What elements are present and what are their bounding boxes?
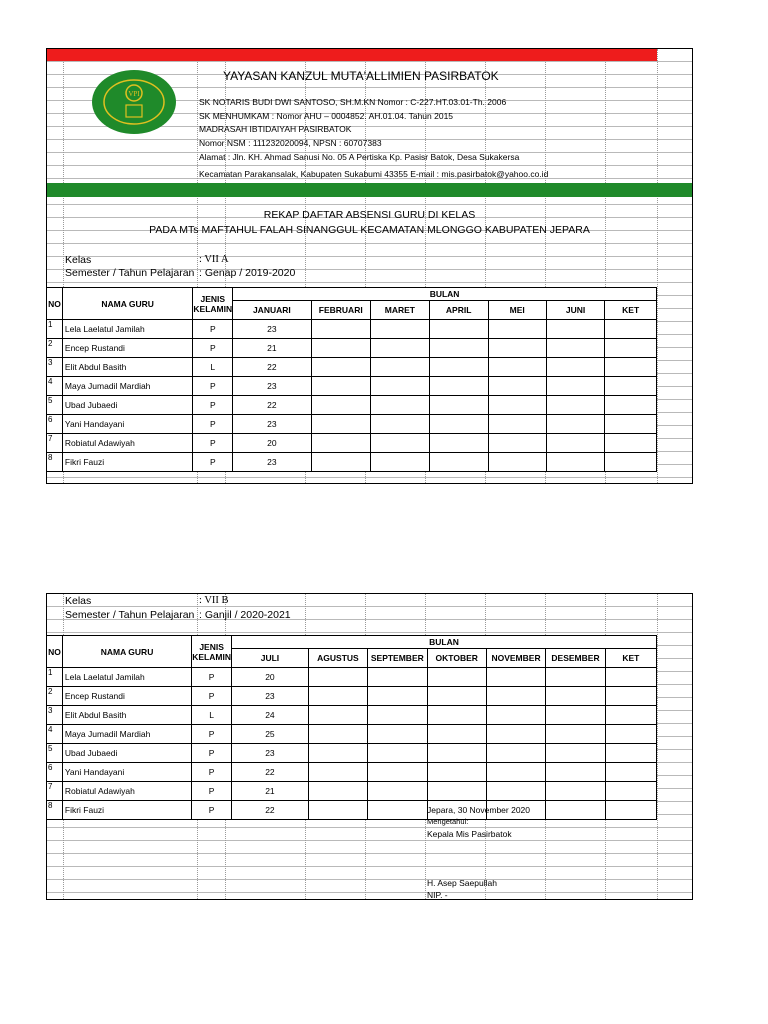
row-empty-cell <box>488 453 546 472</box>
jenis2-line-1: JENIS <box>199 641 224 652</box>
row-gender: P <box>192 668 232 687</box>
row-empty-cell <box>605 801 656 820</box>
row-empty-cell <box>605 434 657 453</box>
row-empty-cell <box>311 339 370 358</box>
row-empty-cell <box>311 415 370 434</box>
row-empty-cell <box>605 320 657 339</box>
row-month-value: 23 <box>231 744 308 763</box>
table-row <box>47 744 657 763</box>
row-empty-cell <box>486 706 545 725</box>
row-no: 5 <box>47 744 63 763</box>
row-empty-cell <box>546 763 605 782</box>
kelas-label: Kelas <box>65 254 92 266</box>
row-month-value: 22 <box>233 396 311 415</box>
row-empty-cell <box>308 801 367 820</box>
row-empty-cell <box>427 782 486 801</box>
table-row <box>47 434 657 453</box>
row-empty-cell <box>429 415 488 434</box>
row-no: 8 <box>47 801 63 820</box>
row-teacher-name: Lela Laelatul Jamilah <box>62 320 193 339</box>
row-month-value: 21 <box>233 339 311 358</box>
row-empty-cell <box>605 415 657 434</box>
col-no-2: NO <box>47 636 63 668</box>
row-month-value: 23 <box>233 377 311 396</box>
row-teacher-name: Encep Rustandi <box>62 339 193 358</box>
month-5: MEI <box>488 301 546 320</box>
row-empty-cell <box>546 339 604 358</box>
row-empty-cell <box>427 687 486 706</box>
row-no: 1 <box>47 668 63 687</box>
row-empty-cell <box>427 763 486 782</box>
table-row <box>47 377 657 396</box>
row-teacher-name: Robiatul Adawiyah <box>62 434 193 453</box>
row-gender: P <box>193 434 233 453</box>
row-empty-cell <box>546 453 604 472</box>
row-empty-cell <box>605 763 656 782</box>
row-empty-cell <box>311 358 370 377</box>
col-nama: NAMA GURU <box>62 288 193 320</box>
row-empty-cell <box>486 668 545 687</box>
header-line-3: MADRASAH IBTIDAIYAH PASIRBATOK <box>199 124 352 134</box>
row-empty-cell <box>429 358 488 377</box>
row-empty-cell <box>605 706 656 725</box>
jenis-line-2: KELAMIN <box>193 303 233 314</box>
row-empty-cell <box>605 668 656 687</box>
row-empty-cell <box>605 453 657 472</box>
row-gender: P <box>192 687 232 706</box>
row-empty-cell <box>546 320 604 339</box>
kelas-value-2: : VII B <box>199 595 229 606</box>
row-gender: P <box>192 763 232 782</box>
table-row <box>47 358 657 377</box>
row-empty-cell <box>370 377 429 396</box>
header-line-4: Nomor NSM : 111232020094, NPSN : 60707383 <box>199 138 382 148</box>
header-line-6: Kecamatan Parakansalak, Kabupaten Sukabumi 43355 E-mail : mis.pasirbatok@yahoo.co.id <box>199 169 549 179</box>
row-empty-cell <box>308 668 367 687</box>
table-row <box>47 453 657 472</box>
row-empty-cell <box>311 396 370 415</box>
month-3: MARET <box>370 301 429 320</box>
row-empty-cell <box>605 377 657 396</box>
col-no: NO <box>47 288 63 320</box>
table-row <box>47 782 657 801</box>
row-month-value: 22 <box>231 763 308 782</box>
row-gender: L <box>193 358 233 377</box>
row-empty-cell <box>370 396 429 415</box>
row-empty-cell <box>308 706 367 725</box>
month-2: FEBRUARI <box>311 301 370 320</box>
row-empty-cell <box>427 706 486 725</box>
row-empty-cell <box>486 687 545 706</box>
col-bulan-2: BULAN <box>231 636 656 649</box>
attendance-table-2 <box>46 635 657 820</box>
col-bulan: BULAN <box>233 288 657 301</box>
row-empty-cell <box>546 687 605 706</box>
school-logo-icon <box>91 69 177 135</box>
report-title-2: PADA MTs MAFTAHUL FALAH SINANGGUL KECAMATAN MLONGGO KABUPATEN JEPARA <box>149 224 590 236</box>
sign-name: H. Asep Saepullah <box>427 878 497 888</box>
logo-text: VPI <box>128 90 140 98</box>
row-empty-cell <box>308 782 367 801</box>
table-row <box>47 687 657 706</box>
row-empty-cell <box>429 339 488 358</box>
row-gender: P <box>192 744 232 763</box>
row-month-value: 23 <box>233 415 311 434</box>
row-empty-cell <box>605 744 656 763</box>
row-gender: P <box>193 453 233 472</box>
row-empty-cell <box>370 358 429 377</box>
row-month-value: 22 <box>231 801 308 820</box>
row-gender: P <box>193 377 233 396</box>
row-gender: P <box>193 339 233 358</box>
row-empty-cell <box>370 453 429 472</box>
month2-5: NOVEMBER <box>486 649 545 668</box>
row-no: 6 <box>47 763 63 782</box>
row-month-value: 25 <box>231 725 308 744</box>
row-empty-cell <box>311 434 370 453</box>
sheet-top <box>46 48 693 484</box>
row-empty-cell <box>308 725 367 744</box>
row-teacher-name: Encep Rustandi <box>62 687 191 706</box>
month2-3: SEPTEMBER <box>367 649 427 668</box>
row-empty-cell <box>367 744 427 763</box>
row-empty-cell <box>488 415 546 434</box>
row-month-value: 23 <box>233 320 311 339</box>
semester-value: : Genap / 2019-2020 <box>199 267 296 279</box>
attendance-table-1 <box>46 287 657 472</box>
row-month-value: 20 <box>231 668 308 687</box>
header-line-5: Alamat : Jln. KH. Ahmad Sanusi No. 05 A Pertiska Kp. Pasisr Batok, Desa Sukakersa <box>199 152 520 162</box>
row-no: 7 <box>47 434 63 453</box>
row-teacher-name: Fikri Fauzi <box>62 801 191 820</box>
row-no: 5 <box>47 396 63 415</box>
col-jenis <box>193 288 233 320</box>
row-gender: P <box>192 725 232 744</box>
header-line-1: SK NOTARIS BUDI DWI SANTOSO, SH.M.KN Nomor : C-227.HT.03.01-Th. 2006 <box>199 97 507 107</box>
row-empty-cell <box>605 725 656 744</box>
sign-place-date: Jepara, 30 November 2020 <box>427 805 531 815</box>
row-empty-cell <box>605 687 656 706</box>
row-empty-cell <box>370 434 429 453</box>
row-empty-cell <box>311 453 370 472</box>
row-month-value: 24 <box>231 706 308 725</box>
month2-4: OKTOBER <box>427 649 486 668</box>
row-empty-cell <box>546 434 604 453</box>
month2-1: JULI <box>231 649 308 668</box>
col-ket: KET <box>605 301 657 320</box>
row-gender: P <box>192 801 232 820</box>
row-empty-cell <box>429 377 488 396</box>
row-empty-cell <box>605 782 656 801</box>
row-empty-cell <box>605 358 657 377</box>
row-empty-cell <box>546 744 605 763</box>
row-no: 3 <box>47 358 63 377</box>
semester-value-2: : Ganjil / 2020-2021 <box>199 609 291 621</box>
row-empty-cell <box>546 706 605 725</box>
kelas-label-2: Kelas <box>65 595 92 607</box>
row-empty-cell <box>486 725 545 744</box>
table-row <box>47 339 657 358</box>
row-gender: P <box>192 782 232 801</box>
col-jenis-2 <box>192 636 232 668</box>
sign-known: Mengetahui: <box>427 817 469 826</box>
row-no: 8 <box>47 453 63 472</box>
row-teacher-name: Robiatul Adawiyah <box>62 782 191 801</box>
row-no: 2 <box>47 339 63 358</box>
kelas-value: : VII A <box>199 254 229 265</box>
table-row <box>47 396 657 415</box>
row-empty-cell <box>605 339 657 358</box>
foundation-name: YAYASAN KANZUL MUTA'ALLIMIEN PASIRBATOK <box>223 69 499 83</box>
table-row <box>47 801 657 820</box>
col-ket-2: KET <box>605 649 656 668</box>
row-empty-cell <box>546 377 604 396</box>
row-teacher-name: Elit Abdul Basith <box>62 358 193 377</box>
row-empty-cell <box>546 801 605 820</box>
row-empty-cell <box>546 725 605 744</box>
row-no: 4 <box>47 725 63 744</box>
row-empty-cell <box>488 339 546 358</box>
row-teacher-name: Lela Laelatul Jamilah <box>62 668 191 687</box>
semester-label-2: Semester / Tahun Pelajaran <box>65 609 195 621</box>
row-teacher-name: Maya Jumadil Mardiah <box>62 725 191 744</box>
row-empty-cell <box>429 434 488 453</box>
month-1: JANUARI <box>233 301 311 320</box>
row-teacher-name: Maya Jumadil Mardiah <box>62 377 193 396</box>
semester-label: Semester / Tahun Pelajaran <box>65 267 195 279</box>
jenis-line-1: JENIS <box>200 293 226 304</box>
row-empty-cell <box>427 744 486 763</box>
row-empty-cell <box>367 706 427 725</box>
row-teacher-name: Elit Abdul Basith <box>62 706 191 725</box>
row-no: 6 <box>47 415 63 434</box>
sign-nip: NIP. - <box>427 890 448 900</box>
header-red-bar <box>47 49 657 61</box>
month-4: APRIL <box>429 301 488 320</box>
row-teacher-name: Ubad Jubaedi <box>62 744 191 763</box>
row-empty-cell <box>546 415 604 434</box>
row-no: 3 <box>47 706 63 725</box>
row-empty-cell <box>486 782 545 801</box>
row-gender: L <box>192 706 232 725</box>
row-no: 2 <box>47 687 63 706</box>
row-empty-cell <box>546 396 604 415</box>
row-empty-cell <box>488 358 546 377</box>
header-green-bar <box>47 183 692 197</box>
row-empty-cell <box>429 396 488 415</box>
row-empty-cell <box>427 668 486 687</box>
row-empty-cell <box>546 668 605 687</box>
row-empty-cell <box>367 687 427 706</box>
row-empty-cell <box>546 358 604 377</box>
table-row <box>47 320 657 339</box>
row-empty-cell <box>488 434 546 453</box>
jenis2-line-2: KELAMIN <box>192 651 231 662</box>
table-row <box>47 706 657 725</box>
row-empty-cell <box>427 725 486 744</box>
row-no: 1 <box>47 320 63 339</box>
row-empty-cell <box>429 453 488 472</box>
row-empty-cell <box>308 744 367 763</box>
row-empty-cell <box>367 763 427 782</box>
row-empty-cell <box>546 782 605 801</box>
row-month-value: 23 <box>233 453 311 472</box>
sign-position: Kepala Mis Pasirbatok <box>427 829 512 839</box>
row-empty-cell <box>370 320 429 339</box>
row-month-value: 20 <box>233 434 311 453</box>
row-empty-cell <box>488 377 546 396</box>
row-month-value: 23 <box>231 687 308 706</box>
row-gender: P <box>193 320 233 339</box>
row-empty-cell <box>367 782 427 801</box>
report-title-1: REKAP DAFTAR ABSENSI GURU DI KELAS <box>263 209 476 221</box>
row-empty-cell <box>486 763 545 782</box>
row-gender: P <box>193 396 233 415</box>
row-month-value: 22 <box>233 358 311 377</box>
table-row <box>47 668 657 687</box>
row-teacher-name: Ubad Jubaedi <box>62 396 193 415</box>
row-teacher-name: Yani Handayani <box>62 415 193 434</box>
row-empty-cell <box>367 668 427 687</box>
month-6: JUNI <box>546 301 604 320</box>
row-month-value: 21 <box>231 782 308 801</box>
row-empty-cell <box>605 396 657 415</box>
row-empty-cell <box>367 725 427 744</box>
month2-6: DESEMBER <box>546 649 605 668</box>
row-empty-cell <box>308 687 367 706</box>
row-empty-cell <box>311 377 370 396</box>
row-empty-cell <box>488 320 546 339</box>
sheet-bottom <box>46 593 693 900</box>
table-row <box>47 725 657 744</box>
row-no: 4 <box>47 377 63 396</box>
row-empty-cell <box>370 415 429 434</box>
row-no: 7 <box>47 782 63 801</box>
row-empty-cell <box>367 801 427 820</box>
row-empty-cell <box>488 396 546 415</box>
row-empty-cell <box>308 763 367 782</box>
row-teacher-name: Yani Handayani <box>62 763 191 782</box>
table-row <box>47 415 657 434</box>
month2-2: AGUSTUS <box>308 649 367 668</box>
row-empty-cell <box>486 744 545 763</box>
table-row <box>47 763 657 782</box>
row-empty-cell <box>429 320 488 339</box>
row-empty-cell <box>311 320 370 339</box>
row-teacher-name: Fikri Fauzi <box>62 453 193 472</box>
header-line-2: SK MENHUMKAM : Nomor AHU – 0004852. AH.01.04. Tahun 2015 <box>199 111 454 121</box>
col-nama-2: NAMA GURU <box>62 636 191 668</box>
row-empty-cell <box>370 339 429 358</box>
row-gender: P <box>193 415 233 434</box>
